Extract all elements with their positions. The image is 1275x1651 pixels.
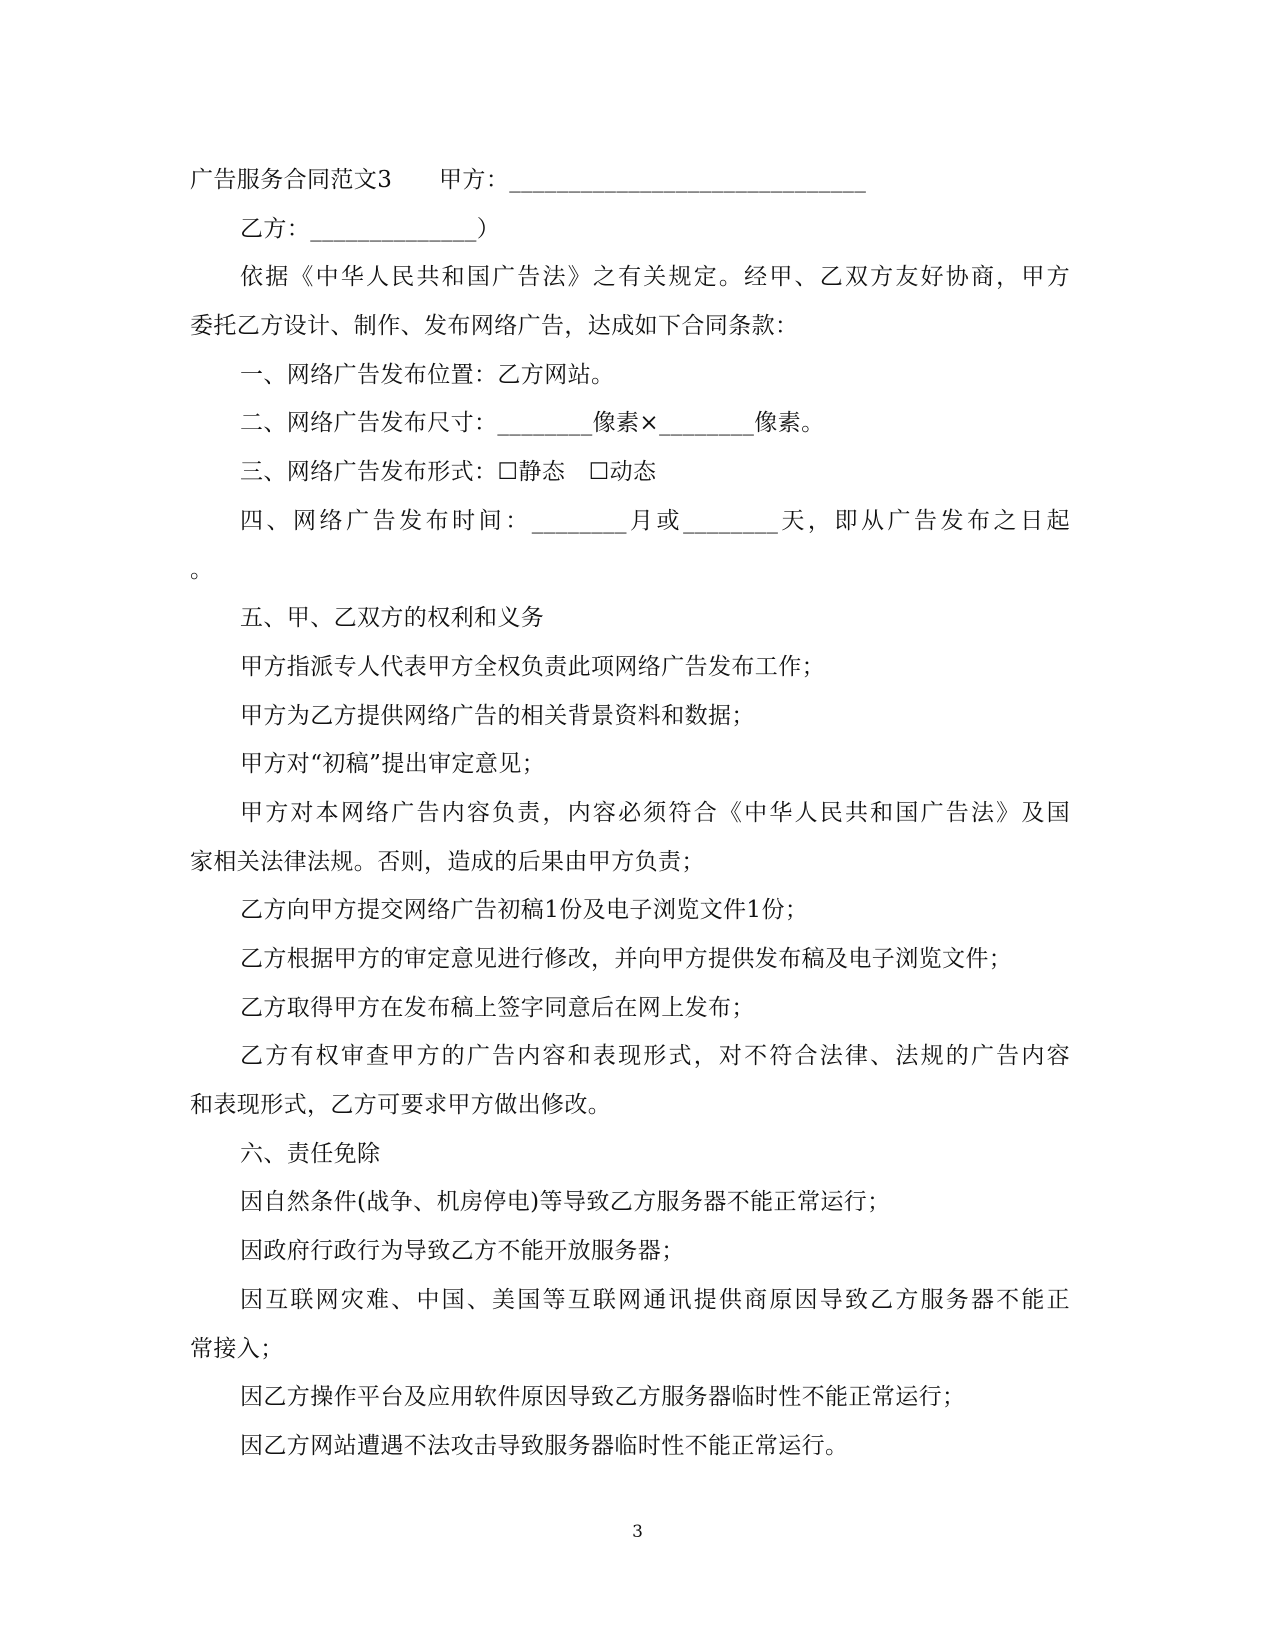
- text-line: 因互联网灾难、中国、美国等互联网通讯提供商原因导致乙方服务器不能正: [240, 1286, 1070, 1313]
- text-line: 因政府行政行为导致乙方不能开放服务器；: [240, 1238, 685, 1265]
- text-line: 和表现形式，乙方可要求甲方做出修改。: [190, 1092, 612, 1119]
- text-line: 一、网络广告发布位置：乙方网站。: [240, 361, 615, 388]
- text-line: 四、网络广告发布时间：________月或________天，即从广告发布之日起: [240, 507, 1070, 534]
- page-number: 3: [632, 1522, 643, 1542]
- text-line: 因乙方网站遭遇不法攻击导致服务器临时性不能正常运行。: [240, 1432, 849, 1459]
- text-line: 甲方对“初稿”提出审定意见；: [240, 751, 546, 778]
- text-line: 乙方向甲方提交网络广告初稿1份及电子浏览文件1份；: [240, 897, 809, 924]
- text-line: 甲方指派专人代表甲方全权负责此项网络广告发布工作；: [240, 653, 825, 680]
- text-line: 因自然条件(战争、机房停电)等导致乙方服务器不能正常运行；: [240, 1189, 891, 1216]
- text-line: 甲方对本网络广告内容负责，内容必须符合《中华人民共和国广告法》及国: [240, 799, 1070, 826]
- text-line: 乙方有权审查甲方的广告内容和表现形式，对不符合法律、法规的广告内容: [240, 1043, 1070, 1070]
- text-line: 五、甲、乙双方的权利和义务: [240, 605, 545, 632]
- text-line: 依据《中华人民共和国广告法》之有关规定。经甲、乙双方友好协商，甲方: [240, 264, 1070, 291]
- text-line: 乙方取得甲方在发布稿上签字同意后在网上发布；: [240, 994, 755, 1021]
- text-line: 乙方根据甲方的审定意见进行修改，并向甲方提供发布稿及电子浏览文件；: [240, 946, 1013, 972]
- text-line: 。: [190, 556, 214, 583]
- text-line: 广告服务合同范文3 甲方：______________________________: [190, 167, 867, 193]
- text-line: 委托乙方设计、制作、发布网络广告，达成如下合同条款：: [190, 313, 799, 340]
- text-line: 乙方：______________）: [240, 215, 501, 242]
- text-line: 甲方为乙方提供网络广告的相关背景资料和数据；: [240, 702, 755, 729]
- text-line: 二、网络广告发布尺寸：________像素×________像素。: [240, 410, 825, 437]
- text-line: 因乙方操作平台及应用软件原因导致乙方服务器临时性不能正常运行；: [240, 1384, 966, 1411]
- text-line: 常接入；: [190, 1335, 284, 1362]
- text-line: 六、责任免除: [240, 1140, 381, 1167]
- text-line: 三、网络广告发布形式：☐静态 ☐动态: [240, 459, 657, 486]
- document-body: [190, 156, 1070, 1471]
- text-line: 家相关法律法规。否则，造成的后果由甲方负责；: [190, 848, 705, 875]
